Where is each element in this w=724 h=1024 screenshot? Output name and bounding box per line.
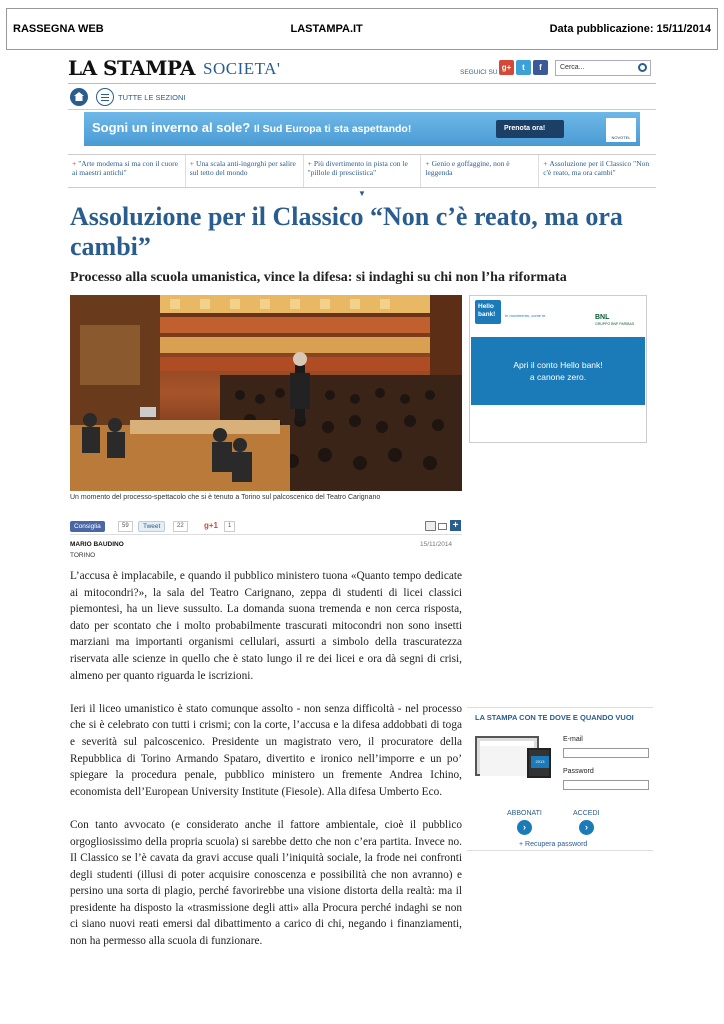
ad-line2: a canone zero. bbox=[529, 372, 587, 382]
author-name[interactable]: MARIO BAUDINO bbox=[70, 541, 124, 548]
mail-icon[interactable] bbox=[438, 523, 447, 530]
ad-tagline: In movimento, come te. bbox=[505, 313, 547, 318]
bank-ad[interactable] bbox=[469, 295, 647, 443]
tweet-button[interactable]: Tweet bbox=[138, 521, 165, 532]
search-icon[interactable] bbox=[638, 63, 647, 72]
bnl-logo: BNL bbox=[595, 314, 610, 321]
publication-date: Data pubblicazione: 15/11/2014 bbox=[549, 23, 711, 35]
masthead bbox=[68, 56, 656, 84]
article-place: TORINO bbox=[70, 552, 96, 559]
gplus-count: 1 bbox=[224, 521, 235, 532]
ad-header bbox=[471, 297, 645, 337]
related-item[interactable]: + Più divertimento in pista con le "pillole di presciistica" bbox=[304, 155, 422, 187]
share-bar bbox=[70, 519, 462, 535]
article-page bbox=[68, 56, 656, 948]
article-paragraph: L’accusa è implacabile, e quando il pubblico ministero tuona «Quanto tempo dedicate ai mitocondri?», la sala del Teatro Carignano, zeppa di studenti di licei classici piemontesi, ha un lieve sussulto. La domanda suona tremenda e non cerca risposta, dato per scontato che i molto probabilmente trascurati mitocondri non sono insetti marziani ma importanti organismi cellulari, assurti a simbolo della trascuratezza riservata alle scienze in quello che è stato lungo il re dei licei e ora dà segni di crisi, almeno per quanto riguarda le iscrizioni. bbox=[70, 570, 462, 682]
article-body bbox=[70, 568, 462, 966]
press-review-label: RASSEGNA WEB bbox=[13, 23, 104, 35]
year-badge: 2013 bbox=[531, 756, 549, 768]
hotel-banner-ad[interactable] bbox=[84, 112, 640, 146]
facebook-count: 59 bbox=[118, 521, 133, 532]
subscribe-title: LA STAMPA CON TE DOVE E QUANDO VUOI bbox=[475, 713, 634, 722]
home-icon[interactable] bbox=[70, 88, 88, 106]
ad-line1: Apri il conto Hello bank! bbox=[513, 360, 603, 370]
article-title: Assoluzione per il Classico “Non c’è reato, ma ora cambi” bbox=[70, 202, 623, 261]
book-now-button[interactable]: Prenota ora! bbox=[496, 120, 564, 138]
gplus-icon[interactable]: g+ bbox=[499, 60, 514, 75]
email-field[interactable] bbox=[563, 748, 649, 758]
related-item[interactable]: + Una scala anti-ingorghi per salire sul tetto del mondo bbox=[186, 155, 304, 187]
banner-subline: Il Sud Europa ti sta aspettando! bbox=[253, 123, 412, 135]
related-articles bbox=[68, 154, 656, 188]
follow-label: SEGUICI SU bbox=[460, 69, 498, 76]
subscribe-arrow-icon[interactable]: › bbox=[517, 820, 532, 835]
facebook-like-button[interactable]: Consiglia bbox=[70, 521, 105, 532]
search-placeholder: Cerca... bbox=[560, 64, 585, 71]
subscribe-label[interactable]: ABBONATI bbox=[507, 810, 542, 817]
search-input[interactable] bbox=[555, 60, 651, 76]
password-label: Password bbox=[563, 768, 594, 775]
article-date: 15/11/2014 bbox=[420, 541, 453, 548]
article-subtitle: Processo alla scuola umanistica, vince la difesa: si indaghi su chi non l’ha riformata bbox=[70, 270, 567, 285]
email-label: E-mail bbox=[563, 736, 583, 743]
login-label[interactable]: ACCEDI bbox=[573, 810, 600, 817]
password-field[interactable] bbox=[563, 780, 649, 790]
article-photo[interactable] bbox=[70, 295, 462, 491]
related-item[interactable]: + "Arte moderna si ma con il cuore ai maestri antichi" bbox=[68, 155, 186, 187]
ad-message bbox=[471, 337, 645, 405]
photo-caption: Un momento del processo-spettacolo che si è tenuto a Torino sul palcoscenico del Teatro Carignano bbox=[70, 494, 381, 501]
section-name[interactable]: SOCIETA' bbox=[203, 59, 281, 78]
subscribe-box bbox=[467, 707, 653, 851]
devices-image bbox=[475, 736, 555, 782]
related-item[interactable]: + Assoluzione per il Classico "Non c'è reato, ma ora cambi" bbox=[543, 159, 650, 177]
facebook-icon[interactable]: f bbox=[533, 60, 548, 75]
all-sections-link[interactable]: TUTTE LE SEZIONI bbox=[118, 93, 186, 102]
bnl-group: GRUPPO BNP PARIBAS bbox=[595, 322, 635, 326]
print-icon[interactable] bbox=[425, 521, 436, 531]
novotel-logo: NOVOTEL bbox=[606, 118, 636, 142]
source-label: LASTAMPA.IT bbox=[290, 23, 363, 35]
press-review-header bbox=[6, 8, 718, 50]
gplus-share-button[interactable]: g+1 bbox=[204, 521, 219, 530]
banner-headline: Sogni un inverno al sole? bbox=[92, 120, 251, 135]
more-share-icon[interactable]: + bbox=[450, 520, 461, 531]
article-paragraph: Con tanto avvocato (e considerato anche il fattore ambientale, cioè il pubblico orgogliosissimo della propria scuola) si sarebbe detto che non c’era partita. Invece no. Il Classico se l’è cavata da gravi accuse quali l’iniquità sociale, la frode nei confronti degli studenti (illusi di poter acquisire conoscenza e possibilità che non avranno) e persino una sorta di plagio, perché favorirebbe una visione distorta della realtà: ma il presidente ha disposto la «trasmissione degli atti» alla Procura perché indaghi se non ci siano nuovi reati emersi dal dibattimento a carico di chi, negando i finanziamenti, non ha permesso alla scuola di funzionare. bbox=[70, 818, 462, 948]
nav-bar bbox=[68, 84, 656, 110]
menu-icon[interactable] bbox=[96, 88, 114, 106]
article-paragraph: Ieri il liceo umanistico è stato comunque assolto - non senza difficoltà - nel processo che si è celebrato con tutti i crismi; con la corte, l’accusa e la difesa addobbati di toga e severità sul palcoscenico. Presidente un magistrato vero, il procuratore della Repubblica di Torino Armando Spataro, divertito e ironico nell’imporre e un po’ spiegare la procedura penale, pubblico ministero un fremente Andrea Ichino, economista dell’European University Institute (Fiesole). Alla difesa Umberto Eco. bbox=[70, 702, 462, 798]
tweet-count: 22 bbox=[173, 521, 188, 532]
site-logo[interactable]: LA STAMPA bbox=[68, 56, 196, 80]
recover-password-link[interactable]: + Recupera password bbox=[519, 841, 588, 848]
banner-text bbox=[92, 120, 411, 135]
related-item[interactable]: + Genio e goffaggine, non è leggenda bbox=[421, 155, 539, 187]
twitter-icon[interactable]: t bbox=[516, 60, 531, 75]
chevron-down-icon[interactable]: ▼ bbox=[358, 189, 366, 198]
hello-bank-logo: Hello bank! bbox=[475, 300, 501, 324]
login-arrow-icon[interactable]: › bbox=[579, 820, 594, 835]
